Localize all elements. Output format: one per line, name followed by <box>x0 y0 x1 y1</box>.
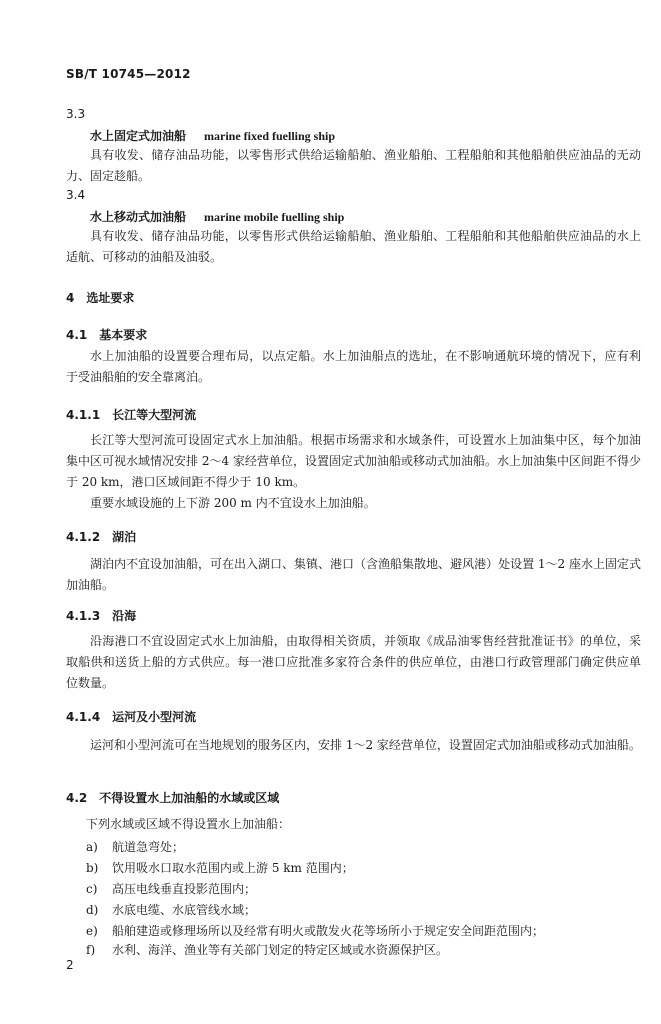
section-title: 湖泊 <box>112 530 137 544</box>
section-number: 4.1.3 <box>66 609 101 623</box>
section-4-1-paragraph: 水上加油船的设置要合理布局，以点定船。水上加油船点的选址，在不影响通航环境的情况下，应有利于受油船舶的安全靠离泊。 <box>66 349 641 384</box>
section-4-1-2-paragraph: 湖泊内不宜设加油船，可在出入湖口、集镇、港口（含渔船集散地、避风港）处设置 1～2 座水上固定式加油船。 <box>66 557 641 592</box>
section-4-2-heading <box>66 789 279 806</box>
clause-3-4-definition: 具有收发、储存油品功能，以零售形式供给运输船舶、渔业船舶、工程船舶和其他船舶供应油品的水上适航、可移动的油船及油驳。 <box>66 229 641 264</box>
page-number: 2 <box>66 958 74 972</box>
section-number: 4.1.4 <box>66 710 101 724</box>
clause-3-3-number: 3.3 <box>66 107 86 121</box>
list-item <box>86 941 448 958</box>
list-item <box>86 901 256 918</box>
term-chinese: 水上固定式加油船 <box>90 129 187 143</box>
clause-3-3-term <box>90 127 335 144</box>
list-item-text: 水利、海洋、渔业等有关部门划定的特定区域或水资源保护区。 <box>112 943 449 957</box>
section-number: 4.1 <box>66 328 88 342</box>
section-number: 4.1.1 <box>66 408 101 422</box>
term-english: marine mobile fuelling ship <box>204 210 345 224</box>
section-4-2-intro: 下列水域或区域不得设置水上加油船： <box>86 817 291 831</box>
list-item-text: 高压电线垂直投影范围内； <box>112 882 257 896</box>
clause-3-4-number: 3.4 <box>66 188 86 202</box>
list-item-label: c) <box>86 882 98 896</box>
section-title: 沿海 <box>112 609 137 623</box>
list-item-label: b) <box>86 861 99 875</box>
list-item <box>86 859 354 876</box>
clause-3-4-term <box>90 208 344 225</box>
list-item-text: 船舶建造或修理场所以及经常有明火或散发火花等场所小于规定安全间距范围内； <box>112 924 545 938</box>
clause-3-3-definition: 具有收发、储存油品功能，以零售形式供给运输船舶、渔业船舶、工程船舶和其他船舶供应油品的无动力、固定趁船。 <box>66 148 641 183</box>
list-item <box>86 922 544 939</box>
section-title: 长江等大型河流 <box>112 408 197 422</box>
term-english: marine fixed fuelling ship <box>204 129 336 143</box>
list-item-text: 水底电缆、水底管线水域； <box>112 903 257 917</box>
list-item-text: 航道急弯处； <box>112 840 185 854</box>
section-title: 运河及小型河流 <box>112 710 197 724</box>
section-4-1-1-paragraph-2: 重要水域设施的上下游 200 m 内不宜设水上加油船。 <box>90 496 376 510</box>
section-number: 4.1.2 <box>66 530 101 544</box>
list-item-label: a) <box>86 840 98 854</box>
section-4-1-3-heading <box>66 607 136 624</box>
list-item-label: f) <box>86 943 96 957</box>
section-4-heading <box>66 289 134 306</box>
section-number: 4 <box>66 291 75 305</box>
list-item <box>86 838 184 855</box>
section-4-1-1-heading <box>66 406 196 423</box>
section-number: 4.2 <box>66 791 88 805</box>
list-item-label: d) <box>86 903 99 917</box>
section-4-1-1-paragraph-1: 长江等大型河流可设固定式水上加油船。根据市场需求和水域条件，可设置水上加油集中区，每个加油集中区可视水域情况安排 2～4 家经营单位，设置固定式加油船或移动式加油船。水上加油集中区间距不得少于 20 km，港口区域间距不得少于 10 km。 <box>66 433 641 489</box>
term-chinese: 水上移动式加油船 <box>90 210 187 224</box>
list-item <box>86 880 256 897</box>
section-4-1-2-heading <box>66 528 136 545</box>
section-4-1-3-paragraph: 沿海港口不宜设固定式水上加油船，由取得相关资质，并领取《成品油零售经营批准证书》的单位，采取船供和送货上船的方式供应。每一港口应批准多家符合条件的供应单位，由港口行政管理部门确定供应单位数量。 <box>66 634 641 690</box>
section-4-1-heading <box>66 326 147 343</box>
list-item-text: 饮用吸水口取水范围内或上游 5 km 范围内； <box>112 861 354 875</box>
section-title: 基本要求 <box>99 328 148 342</box>
section-4-1-4-heading <box>66 708 196 725</box>
section-title: 选址要求 <box>86 291 135 305</box>
list-item-label: e) <box>86 924 98 938</box>
section-title: 不得设置水上加油船的水域或区域 <box>99 791 280 805</box>
section-4-1-4-paragraph: 运河和小型河流可在当地规划的服务区内，安排 1～2 家经营单位，设置固定式加油船或移动式加油船。 <box>90 738 641 752</box>
standard-code-header: SB/T 10745—2012 <box>66 67 191 81</box>
